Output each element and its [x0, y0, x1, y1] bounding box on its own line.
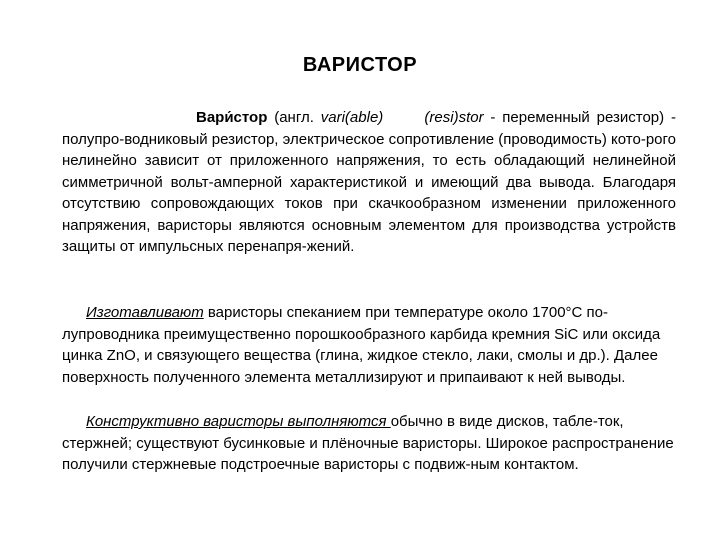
- etymology-vari: vari(able): [320, 109, 384, 126]
- manufacturing-paragraph: [62, 302, 676, 388]
- construction-heading: Конструктивно варисторы выполняются: [86, 413, 391, 430]
- page-title: ВАРИСТОР: [302, 54, 418, 76]
- etymology-gap: [383, 109, 424, 126]
- definition-lead: (англ.: [267, 109, 321, 126]
- etymology-resi: (resi)stor: [424, 109, 484, 126]
- definition-text: - переменный резистор) - полупро-водниковый резистор, электрическое сопротивление (проводимость) кото-рого нелинейно зависит от приложенного напряжения, то есть обладающий нелинейной симметричной вольт-амперной характеристикой и имеющий два вывода. Благодаря отсутствию сопровождающих токов при скачкообразном изменении приложенного напряжения, варисторы являются основным элементом для производства устройств защиты от импульсных перенапря-жений.: [62, 109, 676, 255]
- manufacturing-text: варисторы спеканием при температуре около 1700°С по-лупроводника преимущественно порошкообразного карбида кремния SiC или оксида цинка ZnO, и связующего вещества (глина, жидкое стекло, лаки, смолы и др.). Далее поверхность полученного элемента металлизируют и припаивают к ней выводы.: [62, 304, 661, 386]
- term: Вари́стор: [196, 109, 268, 126]
- definition-paragraph: [62, 107, 676, 258]
- manufacturing-heading: Изготавливают: [86, 304, 204, 321]
- construction-text: обычно в виде дисков, табле-ток, стержней; существуют бусинковые и плёночные варисторы. Широкое распространение получили стержневые подстроечные варисторы с подвиж-ным контактом.: [62, 413, 674, 473]
- construction-paragraph: [62, 411, 676, 476]
